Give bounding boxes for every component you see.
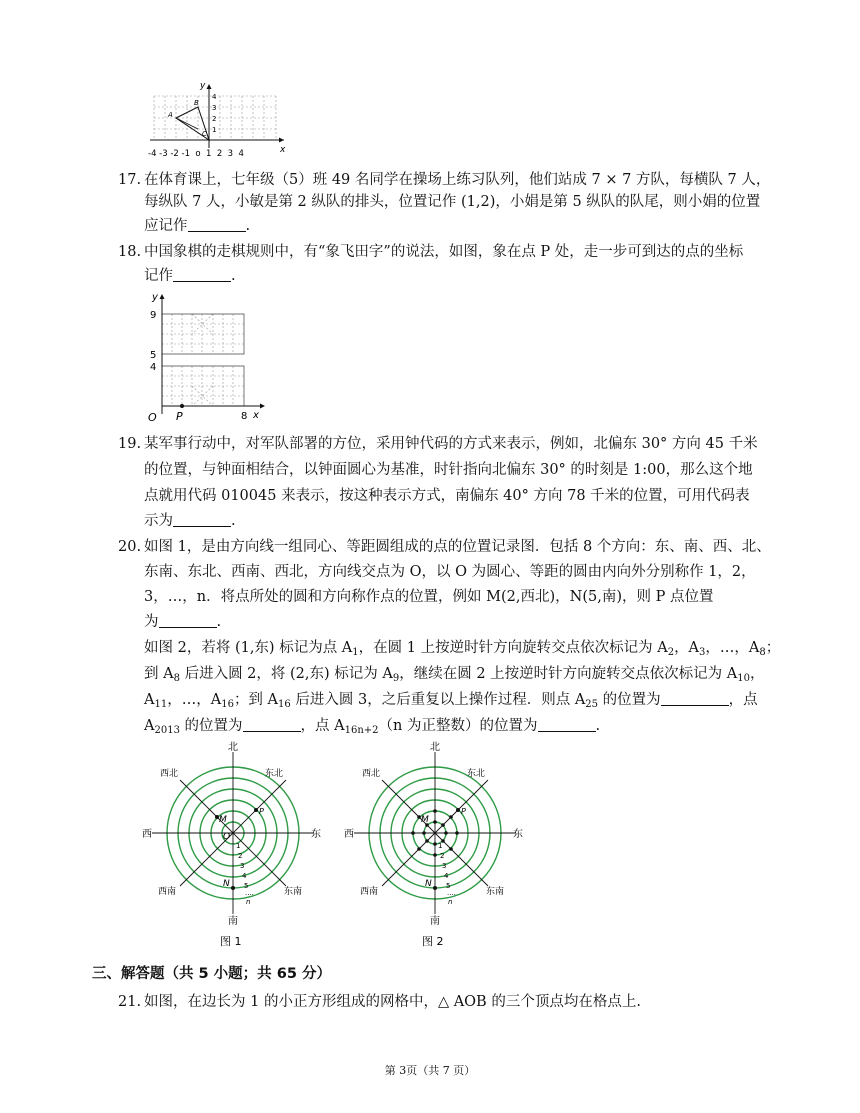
fig2-ring-2: 2 — [440, 852, 445, 860]
q20-line-2: 东南、东北、西南、西北，方向线交点为 O，以 O 为圆心、等距的圆由内向外分别称作 1，2， — [144, 564, 756, 580]
fig2-dir-east: 东 — [513, 829, 523, 840]
top-fig-point-c: C — [202, 130, 207, 138]
fig2-point-n: N — [425, 879, 432, 889]
q20-number: 20. — [118, 539, 142, 555]
top-fig-y-tick-4: 4 — [212, 93, 217, 101]
fig2-ring-4: 4 — [444, 872, 449, 880]
q18-number: 18. — [118, 244, 142, 260]
fig1-dir-northwest: 西北 — [160, 769, 179, 779]
fig2-dir-west: 西 — [344, 829, 354, 840]
fig2-dir-northwest: 西北 — [362, 769, 381, 779]
fig2-point-m: M — [421, 815, 429, 825]
q18-answer-blank — [173, 267, 231, 282]
q20-line-3: 3，…，n．将点所处的圆和方向称作点的位置，例如 M(2,西北)，N(5,南)，则 P 点位置 — [144, 589, 714, 605]
top-fig-x-label: x — [280, 145, 286, 155]
q19-line-2: 的位置，与钟面相结合，以钟面圆心为基准，时针指向北偏东 30° 的时刻是 1:00，那么这个地 — [144, 462, 753, 478]
q17-number: 17. — [118, 172, 142, 188]
q19-answer-blank — [173, 512, 231, 527]
fig2-dir-northeast: 东北 — [467, 769, 486, 779]
compass-figure-2 — [342, 738, 532, 950]
q18-line-1: 中国象棋的走棋规则中，有“象飞田字”的说法，如图，象在点 P 处，走一步可到达的点的坐标 — [144, 244, 744, 260]
q21-text: 如图，在边长为 1 的小正方形组成的网格中，△ AOB 的三个顶点均在格点上. — [144, 994, 641, 1010]
fig1-point-m: M — [219, 815, 227, 825]
fig1-ring-3: 3 — [240, 862, 245, 870]
q20-p2-line-3: $A_{11}$，…，$A_{16}$；到 $A_{16}$ 后进入圆 3，之后重复以上操作过程．则点 $A_{25}$ 的位置为 ，点 — [144, 692, 758, 710]
chess-x-tick-8: 8 — [241, 411, 248, 422]
fig1-dir-east: 东 — [311, 829, 321, 840]
q17-line-3: 应记作 . — [144, 218, 251, 234]
q20-answer-blank-a16n2 — [538, 717, 596, 732]
top-fig-y-tick-2: 2 — [212, 115, 217, 123]
q19-line-3: 点就用代码 010045 来表示，按这种表示方式，南偏东 40° 方向 78 千米的位置，可用代码表 — [144, 488, 750, 504]
chess-y-tick-9: 9 — [150, 310, 157, 321]
top-fig-y-label: y — [200, 81, 206, 91]
fig1-ring-4: 4 — [242, 872, 247, 880]
fig2-ring-5: 5 — [446, 882, 451, 890]
top-fig-y-tick-1: 1 — [212, 126, 217, 134]
fig1-ring-n: n — [246, 898, 251, 906]
q20-answer-blank-p — [159, 613, 217, 628]
fig1-dir-west: 西 — [142, 829, 152, 840]
q18-line-2: 记作 . — [144, 268, 236, 284]
chess-y-tick-5: 5 — [150, 350, 157, 361]
top-grid-figure — [140, 78, 290, 160]
q17-answer-blank — [188, 217, 246, 232]
fig1-dir-northeast: 东北 — [265, 769, 284, 779]
chess-x-label: x — [253, 410, 259, 421]
q20-p2-line-4: $A_{2013}$ 的位置为 ，点 $A_{16n+2}(n$ 为正整数）的位置为 . — [144, 718, 601, 736]
fig1-ring-dots: .... — [245, 889, 254, 897]
q17-line-1: 在体育课上，七年级（5）班 49 名同学在操场上练习队列，他们站成 7 × 7 方队，每横队 7 人， — [144, 172, 771, 188]
fig1-ring-1: 1 — [236, 842, 241, 850]
fig2-ring-3: 3 — [442, 862, 447, 870]
fig1-ring-5: 5 — [244, 882, 249, 890]
top-fig-point-a: A — [168, 111, 173, 119]
q20-line-1: 如图 1，是由方向线一组同心、等距圆组成的点的位置记录图．包括 8 个方向：东、南、西、北、 — [144, 539, 771, 555]
fig2-ring-dots: .... — [447, 889, 456, 897]
fig1-point-n: N — [223, 879, 230, 889]
q20-p2-line-1: 如图 2，若将 (1,东) 标记为点 $A_1$，在圆 1 上按逆时针方向旋转交点依次标记为 $A_2$，$A_3$，…，$A_8$； — [144, 640, 781, 658]
fig1-dir-southeast: 东南 — [284, 887, 303, 897]
fig1-dir-southwest: 西南 — [158, 887, 177, 897]
fig2-dir-north: 北 — [430, 742, 440, 753]
top-fig-point-b: B — [194, 99, 199, 107]
q17-line-2: 每纵队 7 人，小敏是第 2 纵队的排头，位置记作 (1,2)，小娟是第 5 纵队的队尾，则小娟的位置 — [144, 194, 761, 210]
top-fig-y-tick-3: 3 — [212, 104, 217, 112]
fig2-point-p: P — [461, 807, 466, 816]
chess-origin-label: O — [148, 411, 157, 424]
top-fig-x-ticks: -4 -3 -2 -1 o 1 2 3 4 — [148, 149, 244, 159]
fig2-dir-southwest: 西南 — [360, 887, 379, 897]
fig1-ring-2: 2 — [238, 852, 243, 860]
q19-line-4: 示为 . — [144, 513, 236, 529]
q20-answer-blank-a25 — [661, 691, 729, 706]
q19-line-1: 某军事行动中，对军队部署的方位，采用钟代码的方式来表示，例如，北偏东 30° 方向 45 千米 — [144, 436, 758, 452]
fig2-ring-n: n — [448, 898, 453, 906]
fig1-dir-north: 北 — [228, 742, 238, 753]
fig2-caption: 图 2 — [422, 935, 444, 948]
fig2-ring-1: 1 — [438, 842, 443, 850]
fig2-dir-southeast: 东南 — [486, 887, 505, 897]
q20-line-4: 为 . — [144, 614, 222, 630]
chess-y-tick-4: 4 — [150, 362, 157, 373]
q20-p2-line-2: 到 $A_8$ 后进入圆 2，将 (2,东) 标记为 $A_9$，继续在圆 2 上按逆时针方向旋转交点依次标记为 $A_{10}$， — [144, 666, 765, 684]
compass-figure-1 — [140, 738, 330, 950]
fig1-point-o: O — [223, 832, 231, 842]
q19-number: 19. — [118, 436, 142, 452]
fig1-caption: 图 1 — [220, 935, 242, 948]
q21-number: 21. — [118, 994, 142, 1010]
q20-answer-blank-a2013 — [243, 717, 301, 732]
fig2-dir-south: 南 — [430, 916, 440, 927]
fig1-point-p: P — [259, 807, 264, 816]
fig1-dir-south: 南 — [228, 916, 238, 927]
chess-board-figure — [140, 288, 270, 426]
chess-y-label: y — [152, 292, 158, 303]
page-footer: 第 3页（共 7 页） — [384, 1064, 476, 1077]
chess-point-p: P — [176, 410, 183, 423]
section-3-title: 三、解答题（共 5 小题；共 65 分） — [92, 966, 331, 982]
